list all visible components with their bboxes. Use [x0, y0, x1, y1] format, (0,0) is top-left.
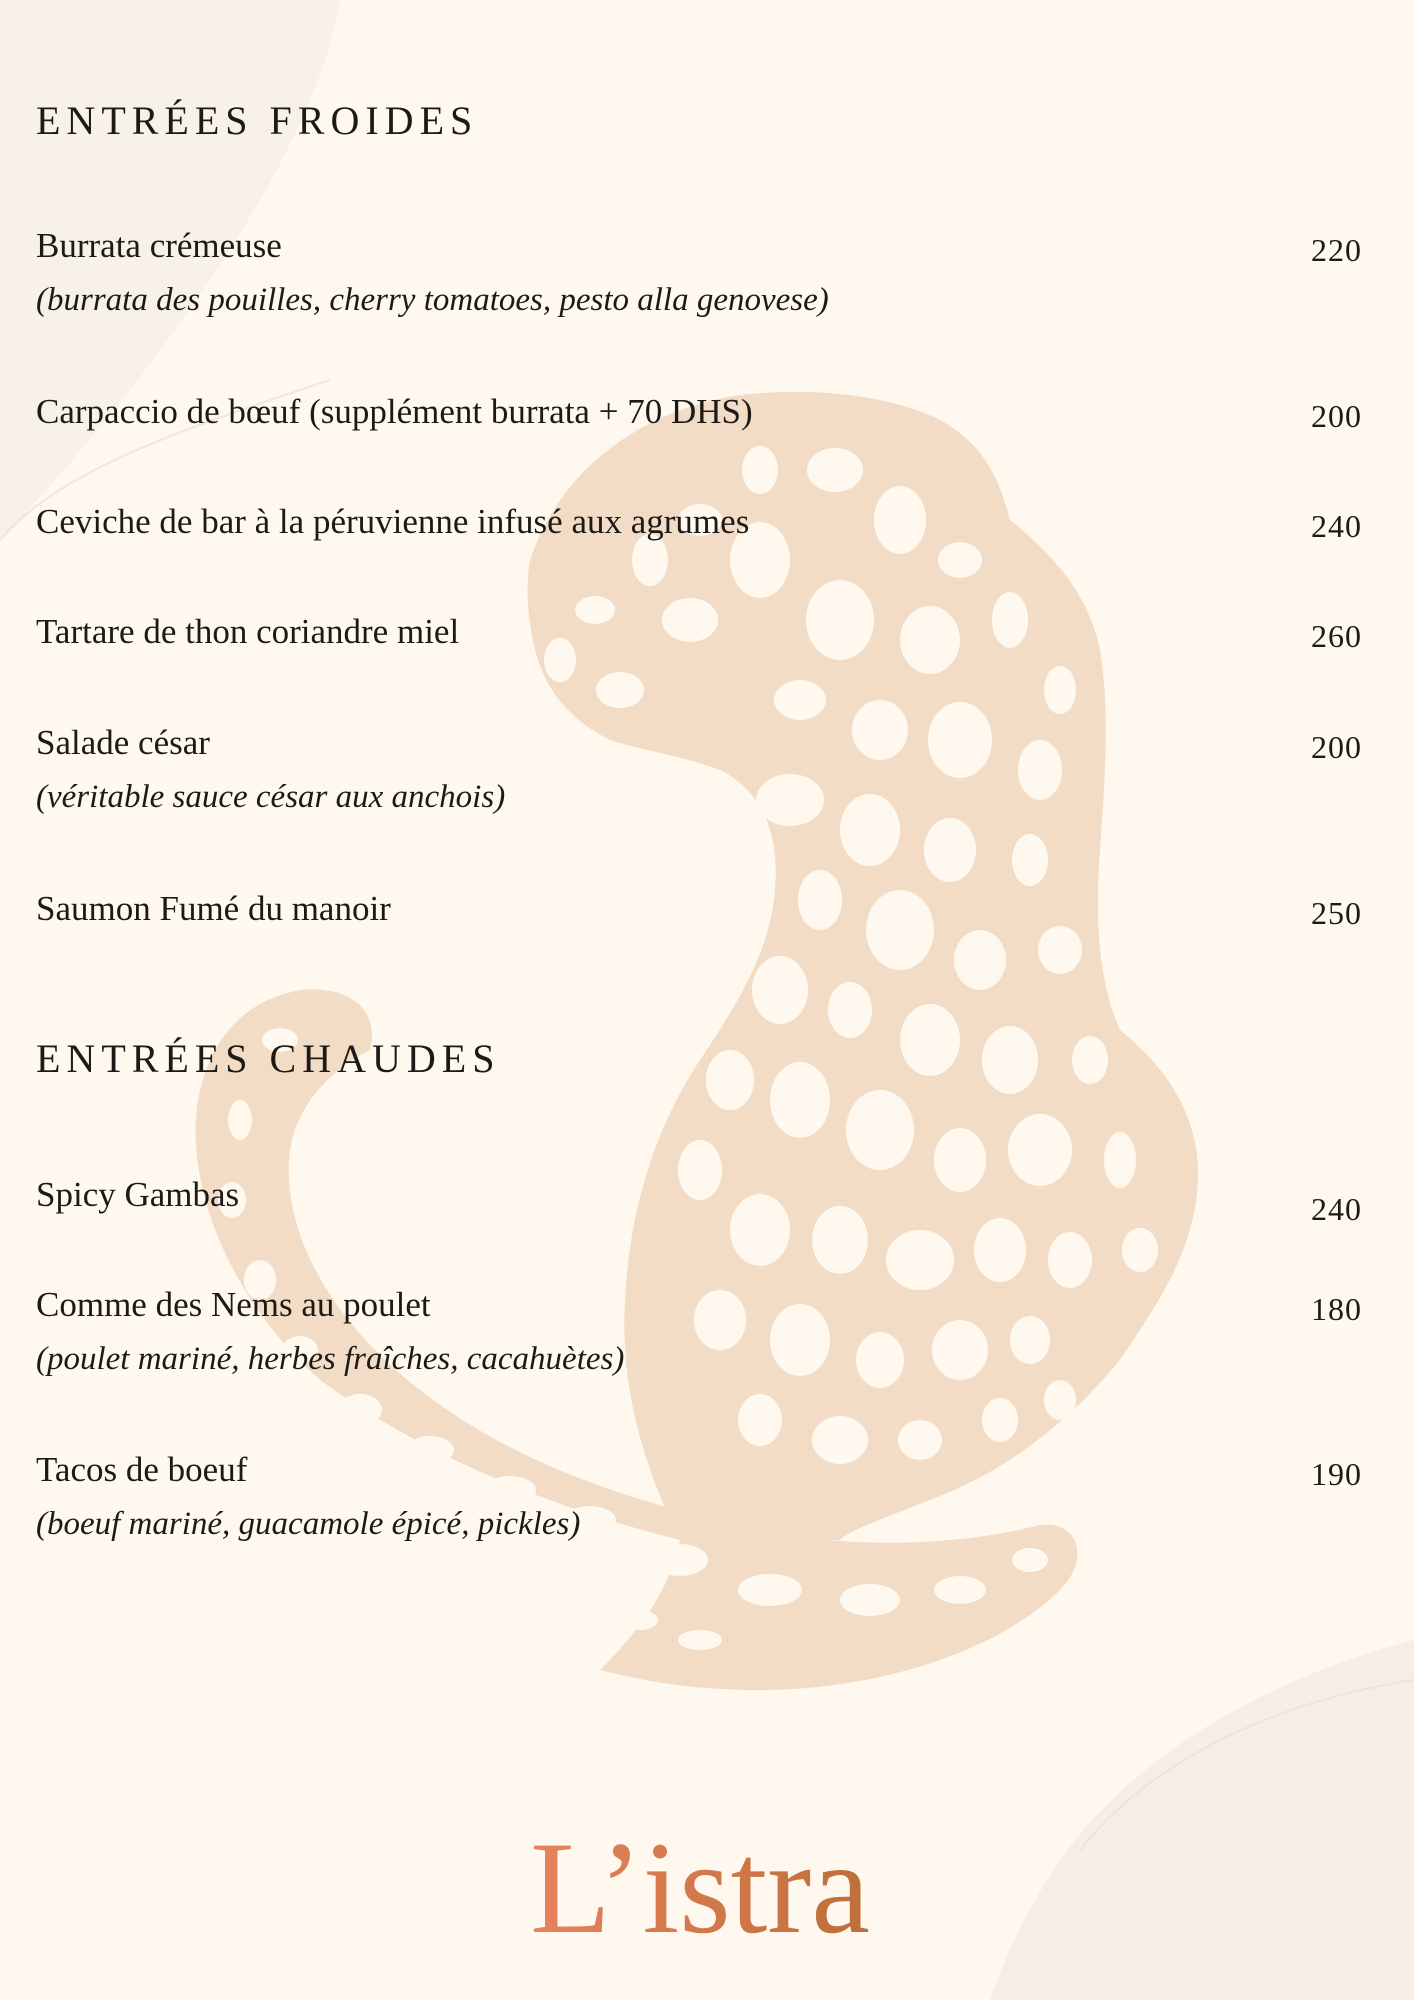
menu-item-name: Tacos de boeuf: [36, 1450, 248, 1489]
menu-item: [36, 1175, 1362, 1265]
menu-item-price: 200: [1311, 729, 1362, 765]
menu-item: [36, 889, 1362, 979]
menu-item-description: (boeuf mariné, guacamole épicé, pickles): [36, 1506, 581, 1542]
menu-item-name: Spicy Gambas: [36, 1175, 240, 1214]
logo-wordmark: L’istra: [530, 1814, 870, 1952]
menu-item: [36, 392, 1362, 482]
menu-item-name: Saumon Fumé du manoir: [36, 889, 391, 928]
menu-item-name: Salade césar: [36, 723, 210, 762]
menu-item-price: 250: [1311, 895, 1362, 931]
menu-item: [36, 723, 1362, 813]
menu-item-name: Comme des Nems au poulet: [36, 1285, 431, 1324]
menu-item-price: 240: [1311, 1191, 1362, 1227]
menu-item-description: (burrata des pouilles, cherry tomatoes, pesto alla genovese): [36, 282, 829, 318]
section-title: ENTRÉES CHAUDES: [36, 1036, 501, 1081]
menu-item-price: 220: [1311, 232, 1362, 268]
menu-item: [36, 1450, 1362, 1540]
menu-item-description: (véritable sauce césar aux anchois): [36, 779, 506, 815]
menu-item-price: 180: [1311, 1291, 1362, 1327]
menu-item-name: Ceviche de bar à la péruvienne infusé aux agrumes: [36, 502, 750, 541]
menu-item-name: Burrata crémeuse: [36, 226, 282, 265]
menu-item: [36, 612, 1362, 702]
menu-item: [36, 502, 1362, 592]
menu-item-price: 260: [1311, 618, 1362, 654]
menu-item-price: 200: [1311, 398, 1362, 434]
menu-item-price: 190: [1311, 1456, 1362, 1492]
menu-item-name: Tartare de thon coriandre miel: [36, 612, 460, 651]
listra-logo: [510, 1812, 890, 1952]
menu-item-description: (poulet mariné, herbes fraîches, cacahuètes): [36, 1341, 625, 1377]
menu-item-price: 240: [1311, 508, 1362, 544]
menu-item-name: Carpaccio de bœuf (supplément burrata + 70 DHS): [36, 392, 753, 431]
menu-item: [36, 226, 1362, 316]
menu-item: [36, 1285, 1362, 1375]
section-title: ENTRÉES FROIDES: [36, 98, 479, 143]
